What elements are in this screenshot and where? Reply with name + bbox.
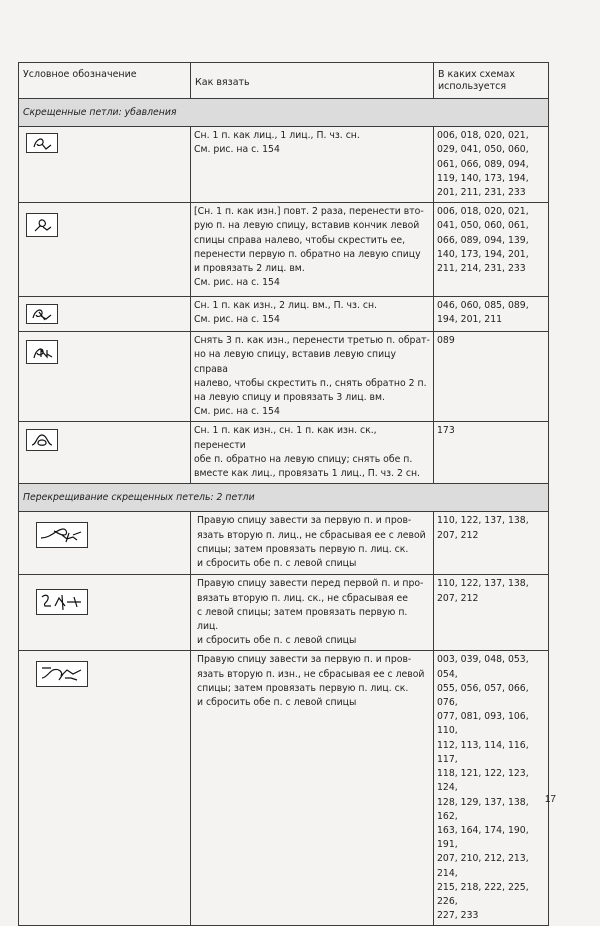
charts-line: 119, 140, 173, 194,: [437, 172, 529, 184]
charts-line: 118, 121, 122, 123, 124,: [437, 768, 529, 794]
symbol-cell: [19, 575, 191, 651]
desc-line: обе п. обратно на левую спицу; снять обе п.: [194, 453, 413, 465]
table-row: [19, 422, 549, 484]
header-charts-line1: В каких схемах: [438, 69, 515, 80]
desc-line: язать вторую п. лиц., не сбрасывая ее с левой: [197, 529, 426, 541]
charts-line: 006, 018, 020, 021,: [437, 130, 529, 142]
desc-line: Снять 3 п. как изн., перенести третью п. обрат-: [194, 335, 430, 347]
charts-line: 046, 060, 085, 089,: [437, 300, 529, 312]
desc-line: См. рис. на с. 154: [194, 144, 280, 156]
cross-2-right-icon: [36, 522, 88, 548]
crossed-loop-dec-triple-icon: [26, 340, 58, 364]
symbols-table-container: [18, 62, 548, 926]
header-charts-line2: используется: [438, 81, 507, 92]
header-how-label: Как вязать: [195, 77, 250, 88]
description-cell: [191, 332, 434, 422]
page-number: 17: [544, 794, 556, 805]
header-how: [191, 63, 434, 99]
desc-line: но на левую спицу, вставив левую спицу справа: [194, 349, 396, 375]
desc-line: Правую спицу завести перед первой п. и про-: [197, 578, 424, 590]
desc-line: См. рис. на с. 154: [194, 277, 280, 289]
desc-line: вместе как лиц., провязать 1 лиц., П. чз. 2 сн.: [194, 468, 421, 480]
desc-line: и сбросить обе п. с левой спицы: [197, 558, 357, 570]
desc-line: и провязать 2 лиц. вм.: [194, 263, 305, 275]
desc-line: [Сн. 1 п. как изн.] повт. 2 раза, перенести вто-: [194, 206, 424, 218]
charts-cell: [434, 297, 549, 332]
crossed-loop-dec-double-icon: [26, 304, 58, 324]
desc-line: Сн. 1 п. как изн., сн. 1 п. как изн. ск., перенести: [194, 425, 377, 451]
desc-line: См. рис. на с. 154: [194, 406, 280, 418]
charts-line: 201, 211, 231, 233: [437, 187, 526, 199]
charts-cell: [434, 651, 549, 926]
charts-cell: [434, 127, 549, 203]
cross-2-left-icon: [36, 589, 88, 615]
desc-line: с левой спицы; затем провязать первую п. лиц.: [197, 606, 408, 633]
charts-cell: [434, 203, 549, 297]
description-cell: [191, 575, 434, 651]
symbol-cell: [19, 512, 191, 575]
desc-line: См. рис. на с. 154: [194, 314, 280, 326]
desc-line: Сн. 1 п. как изн., 2 лиц. вм., П. чз. сн.: [194, 300, 377, 312]
crossed-loop-dec-right-icon: [26, 133, 58, 153]
charts-line: 194, 201, 211: [437, 314, 503, 326]
charts-cell: [434, 575, 549, 651]
desc-line: на левую спицу и провязать 3 лиц. вм.: [194, 392, 385, 404]
charts-line: 207, 212: [437, 592, 479, 604]
desc-line: перенести первую п. обратно на левую спицу: [194, 248, 421, 260]
table-header-row: [19, 63, 549, 99]
charts-line: 140, 173, 194, 201,: [437, 248, 529, 260]
desc-line: спицы; затем провязать первую п. лиц. ск.: [197, 543, 409, 555]
charts-line: 215, 218, 222, 225, 226,: [437, 881, 529, 907]
crossed-loop-dec-left-icon: [26, 213, 58, 237]
description-cell: [191, 203, 434, 297]
header-charts: [434, 63, 549, 99]
description-cell: [191, 422, 434, 484]
section-title: Скрещенные петли: убавления: [19, 99, 549, 127]
charts-line: 227, 233: [437, 910, 479, 922]
cross-2-purl-icon: [36, 661, 88, 687]
charts-line: 006, 018, 020, 021,: [437, 206, 529, 218]
symbol-cell: [19, 127, 191, 203]
table-row: [19, 575, 549, 651]
charts-line: 112, 113, 114, 116, 117,: [437, 739, 529, 765]
desc-line: Правую спицу завести за первую п. и пров-: [197, 654, 412, 666]
desc-line: рую п. на левую спицу, вставив кончик левой: [194, 220, 420, 232]
charts-line: 041, 050, 060, 061,: [437, 220, 529, 232]
desc-line: налево, чтобы скрестить п., снять обратно 2 п.: [194, 377, 427, 389]
charts-line: 110, 122, 137, 138,: [437, 515, 529, 527]
charts-line: 089: [437, 335, 455, 347]
table-row: [19, 512, 549, 575]
charts-line: 055, 056, 057, 066, 076,: [437, 682, 529, 709]
charts-line: 061, 066, 089, 094,: [437, 158, 529, 170]
section-row: [19, 484, 549, 512]
desc-line: и сбросить обе п. с левой спицы: [197, 635, 357, 647]
charts-line: 163, 164, 174, 190, 191,: [437, 824, 529, 851]
desc-line: Сн. 1 п. как лиц., 1 лиц., П. чз. сн.: [194, 130, 360, 142]
table-row: [19, 332, 549, 422]
charts-line: 128, 129, 137, 138, 162,: [437, 796, 529, 822]
symbols-table: [18, 62, 549, 926]
charts-line: 066, 089, 094, 139,: [437, 234, 529, 246]
charts-line: 211, 214, 231, 233: [437, 263, 526, 275]
symbol-cell: [19, 651, 191, 926]
desc-line: и сбросить обе п. с левой спицы: [197, 697, 357, 709]
charts-cell: [434, 512, 549, 575]
charts-line: 207, 212: [437, 529, 479, 541]
description-cell: [191, 127, 434, 203]
desc-line: вязать вторую п. лиц. ск., не сбрасывая ее: [197, 592, 408, 604]
description-cell: [191, 512, 434, 575]
symbol-cell: [19, 203, 191, 297]
header-symbol-label: Условное обозначение: [23, 69, 137, 80]
header-symbol: [19, 63, 191, 99]
desc-line: язать вторую п. изн., не сбрасывая ее с левой: [197, 668, 425, 680]
charts-line: 003, 039, 048, 053, 054,: [437, 654, 529, 680]
charts-line: 110, 122, 137, 138,: [437, 578, 529, 590]
charts-line: 173: [437, 425, 455, 437]
table-row: [19, 297, 549, 332]
section-title: Перекрещивание скрещенных петель: 2 петли: [19, 484, 549, 512]
description-cell: [191, 651, 434, 926]
desc-line: Правую спицу завести за первую п. и пров-: [197, 515, 412, 527]
charts-cell: [434, 332, 549, 422]
charts-line: 029, 041, 050, 060,: [437, 144, 529, 156]
symbol-cell: [19, 332, 191, 422]
charts-cell: [434, 422, 549, 484]
desc-line: спицы справа налево, чтобы скрестить ее,: [194, 234, 406, 246]
section-row: [19, 99, 549, 127]
table-row: [19, 651, 549, 926]
charts-line: 207, 210, 212, 213, 214,: [437, 853, 529, 879]
symbol-cell: [19, 422, 191, 484]
table-row: [19, 127, 549, 203]
description-cell: [191, 297, 434, 332]
table-row: [19, 203, 549, 297]
symbol-cell: [19, 297, 191, 332]
crossed-loop-dec-center-icon: [26, 429, 58, 451]
desc-line: спицы; затем провязать первую п. лиц. ск.: [197, 682, 409, 694]
charts-line: 077, 081, 093, 106, 110,: [437, 711, 529, 737]
